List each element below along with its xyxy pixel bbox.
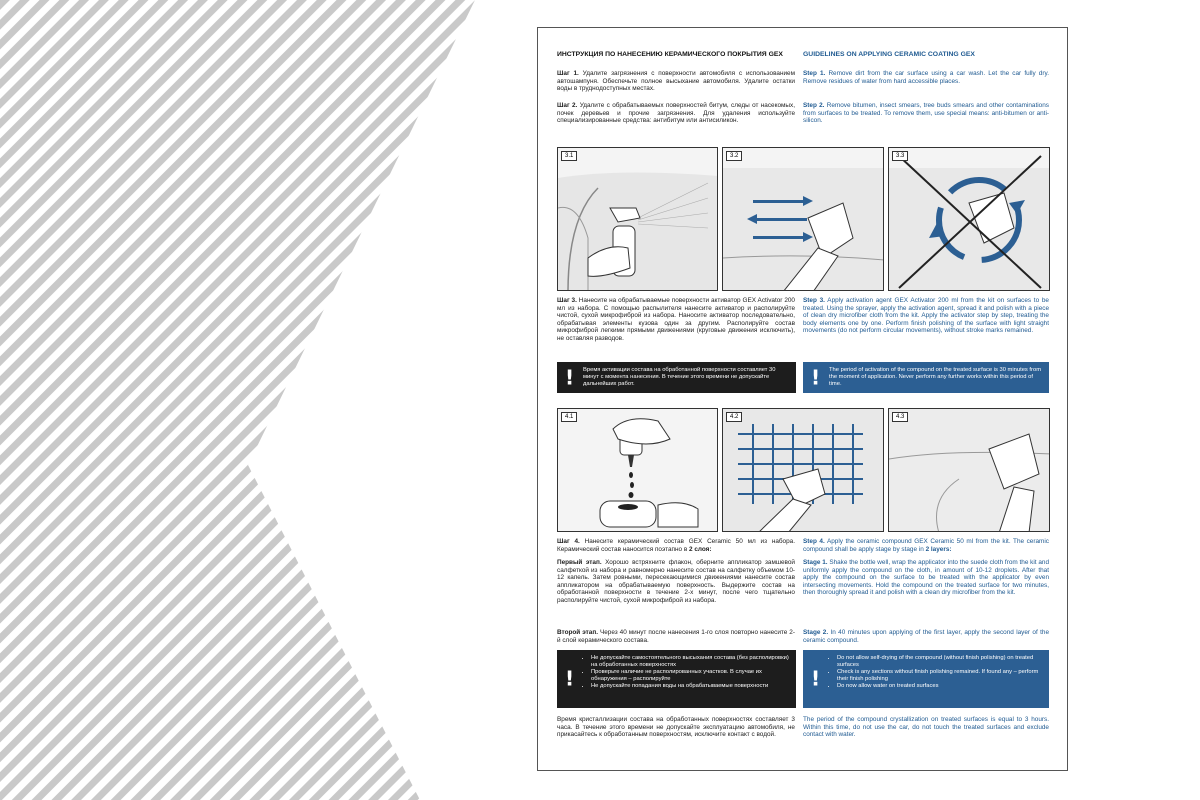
warning-item-en: • Do not allow self-drying of the compound (without finish polishing) on treated surfaces	[837, 655, 1043, 669]
panel-label-4-1: 4.1	[561, 412, 577, 422]
warning-item-en: • Check is any sections without finish polishing remained. If found any – perform their finish polishing	[837, 669, 1043, 683]
step1-ru: Шаг 1. Удалите загрязнения с поверхности автомобиля с использованием автошампуня. Обеспечьте полное высыхание автомобиля. Удалите остатки воды в труднодоступных местах.	[557, 70, 795, 93]
exclamation-icon: !	[811, 666, 821, 691]
instruction-sheet	[537, 27, 1068, 771]
bottle-drops-illustration	[558, 409, 718, 532]
illustration-3-1	[557, 147, 718, 291]
warning-list-ru	[557, 650, 796, 708]
panel-label-4-2: 4.2	[726, 412, 742, 422]
step3-ru: Шаг 3. Нанесите на обрабатываемые поверхности активатор GEX Activator 200 мл из набора. С помощью распылителя нанесите активатор и располируйте чистой, сухой микрофиброй из набора. Наносите активатор последовательно, обрабатывая элементы кузова один за другим. Располируйте состав микрофиброй легкими прямыми движениями (круговые движения исключить), не оставляя разводов.	[557, 297, 795, 342]
stage2-en: Stage 2. In 40 minutes upon applying of the first layer, apply the second layer of the ceramic compound.	[803, 629, 1049, 644]
step2-en: Step 2. Remove bitumen, insect smears, tree buds smears and other contaminations from surfaces to be treated. To remove them, use special means: anti-bitumen or anti-silicon.	[803, 102, 1049, 125]
polish-cloth-illustration	[889, 409, 1050, 532]
illustration-3-2	[722, 147, 884, 291]
panel-label-4-3: 4.3	[892, 412, 908, 422]
stage1-en: Stage 1. Shake the bottle well, wrap the applicator into the suede cloth from the kit and uniformly apply the compound on the cloth, in amount of 10-12 droplets. After that apply the compound on the surface to be treated with the applicator by even intersecting movements. Hold the compound on the treated surface for two minutes, then thoroughly spread it and polish with a clean dry microfiber from the kit.	[803, 559, 1049, 597]
warning-item-ru: • Не допускайте попадания воды на обрабатываемые поверхности	[591, 683, 790, 690]
header-en: GUIDELINES ON APPLYING CERAMIC COATING GEX	[803, 51, 975, 58]
step4-ru: Шаг 4. Нанесите керамический состав GEX Ceramic 50 мл из набора. Керамический состав наносится поэтапно в 2 слоя:	[557, 538, 795, 553]
step4-en: Step 4. Apply the ceramic compound GEX Ceramic 50 ml from the kit. The ceramic compound shall be apply stage by stage in 2 layers:	[803, 538, 1049, 553]
warning-box-ru	[557, 362, 796, 393]
illustration-4-2	[722, 408, 884, 532]
step3-en: Step 3. Apply activation agent GEX Activator 200 ml from the kit on surfaces to be treated. Using the sprayer, apply the activation agent, spread it and polish with a piece of clean dry microfiber cloth from the kit. Apply the activator step by step, treating the body elements one by one. Perform finish polishing of the surface with light straight movements (do not perform circular movements), without stroke marks remained.	[803, 297, 1049, 335]
panel-label-3-2: 3.2	[726, 151, 742, 161]
panel-label-3-3: 3.3	[892, 151, 908, 161]
stage1-ru: Первый этап. Хорошо встряхните флакон, оберните аппликатор замшевой салфеткой из набора и равномерно нанесите состав на салфетку объемом 10-12 капель. Затем ровными, пересекающимися движениями нанесите состав аппликатором на обрабатываемую поверхность. Выдержите состав на обработанной поверхности в течение 2-х минут, после чего тщательно располируйте чистой, сухой микрофиброй из набора.	[557, 559, 796, 604]
warning-item-ru: • Не допускайте самостоятельного высыхания состава (без располировки) на обработанных поверхностях	[591, 655, 790, 669]
warning-list-en	[803, 650, 1049, 708]
warning-item-en: • Do now allow water on treated surfaces	[837, 683, 1043, 690]
warning-text-ru: Время активации состава на обработанной поверхности составляет 30 минут с момента нанесения. В течение этого времени не допускайте дальнейших работ.	[583, 367, 776, 387]
header-ru: ИНСТРУКЦИЯ ПО НАНЕСЕНИЮ КЕРАМИЧЕСКОГО ПОКРЫТИЯ GEX	[557, 51, 783, 58]
exclamation-icon: !	[565, 365, 575, 389]
final-ru: Время кристаллизации состава на обработанных поверхностях составляет 3 часа. В течение этого времени не допускайте эксплуатацию автомобиля, не прикасайтесь к обработанным поверхностям, исключите контакт с водой.	[557, 716, 795, 739]
crosshatch-wipe-illustration	[723, 409, 884, 532]
warning-item-ru: • Проверьте наличие не располированных участков. В случае их обнаружения – располируйте	[591, 669, 790, 683]
straight-wipe-illustration	[723, 148, 884, 291]
stage2-ru: Второй этап. Через 40 минут после нанесения 1-го слоя повторно нанесите 2-й слой керамического состава.	[557, 629, 795, 644]
spray-bottle-illustration	[558, 148, 718, 291]
no-circular-wipe-illustration	[889, 148, 1050, 291]
step1-en: Step 1. Remove dirt from the car surface using a car wash. Let the car fully dry. Remove residues of water from hard accessible places.	[803, 70, 1049, 85]
illustration-4-3	[888, 408, 1050, 532]
warning-box-en	[803, 362, 1049, 393]
illustration-3-3	[888, 147, 1050, 291]
illustration-4-1	[557, 408, 718, 532]
panel-label-3-1: 3.1	[561, 151, 577, 161]
exclamation-icon: !	[565, 666, 575, 691]
step2-ru: Шаг 2. Удалите с обрабатываемых поверхностей битум, следы от насекомых, почек деревьев и прочие загрязнения. Для удаления используйте специализированные средства: антибитум или антисиликон.	[557, 102, 795, 125]
final-en: The period of the compound crystallization on treated surfaces is equal to 3 hours. Within this time, do not use the car, do not touch the treated surfaces and exclude contact with water.	[803, 716, 1049, 739]
warning-text-en: The period of activation of the compound on the treated surface is 30 minutes from the moment of application. Never perform any further works within this period of time.	[829, 367, 1042, 387]
exclamation-icon: !	[811, 365, 821, 389]
